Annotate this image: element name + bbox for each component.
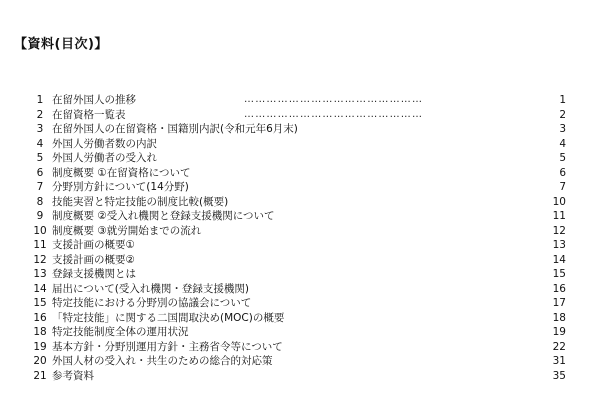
toc-row[interactable]: [28, 354, 588, 369]
toc-row[interactable]: [28, 137, 588, 152]
toc-page: 22: [552, 340, 566, 353]
toc-number: 14: [33, 282, 47, 295]
toc-row[interactable]: [28, 238, 588, 253]
toc-page: 1: [559, 94, 566, 106]
toc-number: 18: [33, 326, 47, 338]
toc-title: 在留外国人の推移: [52, 93, 140, 108]
toc-title: 支援計画の概要①: [52, 239, 135, 251]
toc-row[interactable]: [28, 253, 588, 268]
toc-number: 8: [36, 195, 44, 208]
toc-page: 5: [559, 152, 566, 164]
toc-number: 11: [33, 239, 47, 251]
toc-page: 16: [552, 282, 566, 295]
toc-title: 分野別方針について(14分野): [52, 181, 189, 193]
toc-number: 15: [33, 297, 47, 309]
toc-number: 20: [33, 355, 47, 367]
toc-title: 技能実習と特定技能の制度比較(概要): [52, 195, 229, 208]
toc-title: 特定技能における分野別の協議会について: [52, 297, 252, 309]
toc-number: 13: [33, 268, 47, 280]
toc-page: 31: [552, 355, 566, 367]
toc-title: 在留外国人の在留資格・国籍別内訳(令和元年6月末): [52, 123, 298, 135]
toc-title: 支援計画の概要②: [52, 253, 135, 266]
toc-row[interactable]: [28, 325, 588, 340]
toc-title: 外国人材の受入れ・共生のための総合的対応策: [52, 355, 273, 367]
toc-page: 19: [552, 326, 566, 338]
toc-number: 5: [36, 152, 44, 164]
table-of-contents: [28, 93, 588, 383]
toc-row[interactable]: [28, 122, 588, 137]
toc-row[interactable]: [28, 180, 588, 195]
toc-title: 特定技能制度全体の運用状況: [52, 326, 189, 338]
toc-page: 6: [559, 166, 566, 179]
toc-number: 10: [33, 224, 47, 237]
toc-page: 14: [552, 253, 566, 266]
toc-page: 10: [552, 195, 566, 208]
toc-row[interactable]: [28, 224, 588, 239]
toc-row[interactable]: [28, 267, 588, 282]
toc-page: 12: [552, 224, 566, 237]
toc-row[interactable]: [28, 151, 588, 166]
toc-page: 13: [552, 239, 566, 251]
toc-page: 15: [552, 268, 566, 280]
toc-page: 35: [552, 369, 566, 382]
toc-title: 制度概要 ②受入れ機関と登録支援機関について: [52, 210, 275, 222]
toc-title: 制度概要 ③就労開始までの流れ: [52, 224, 202, 237]
toc-row[interactable]: [28, 209, 588, 224]
toc-title: 届出について(受入れ機関・登録支援機関): [52, 282, 249, 295]
toc-number: 2: [36, 108, 44, 121]
toc-page: 2: [559, 108, 566, 121]
toc-row[interactable]: [28, 282, 588, 297]
toc-title: 参考資料: [52, 369, 94, 382]
toc-number: 12: [33, 253, 47, 266]
toc-row[interactable]: [28, 166, 588, 181]
toc-title: 基本方針・分野別運用方針・主務省令等について: [52, 340, 283, 353]
toc-page: 7: [559, 181, 566, 193]
toc-page: 11: [552, 210, 566, 222]
toc-number: 1: [36, 94, 44, 106]
toc-number: 6: [36, 166, 44, 179]
toc-title: 登録支援機関とは: [52, 268, 136, 280]
toc-page: 3: [559, 123, 566, 135]
toc-number: 9: [36, 210, 44, 222]
toc-row[interactable]: [28, 311, 588, 326]
toc-title: 制度概要 ①在留資格について: [52, 166, 191, 179]
toc-page: 18: [552, 311, 566, 324]
toc-row[interactable]: [28, 296, 588, 311]
toc-number: 7: [36, 181, 44, 193]
toc-page: 4: [559, 137, 566, 150]
page-title: 【資料(目次)】: [14, 37, 108, 52]
toc-number: 4: [36, 137, 44, 150]
toc-row[interactable]: [28, 195, 588, 210]
toc-number: 21: [33, 369, 47, 382]
toc-title: 外国人労働者の受入れ: [52, 152, 157, 164]
toc-row[interactable]: [28, 93, 588, 108]
toc-number: 16: [33, 311, 47, 324]
toc-number: 19: [33, 340, 47, 353]
toc-title: 「特定技能」に関する二国間取決め(MOC)の概要: [52, 311, 285, 324]
leader-dots: …………………………………………: [244, 94, 424, 105]
toc-row[interactable]: [28, 369, 588, 384]
toc-page: 17: [552, 297, 566, 309]
toc-number: 3: [36, 123, 44, 135]
leader-dots: …………………………………………: [244, 108, 424, 120]
toc-title: 在留資格一覧表: [52, 108, 130, 123]
toc-row[interactable]: [28, 108, 588, 123]
toc-title: 外国人労働者数の内訳: [52, 137, 157, 150]
toc-row[interactable]: [28, 340, 588, 355]
